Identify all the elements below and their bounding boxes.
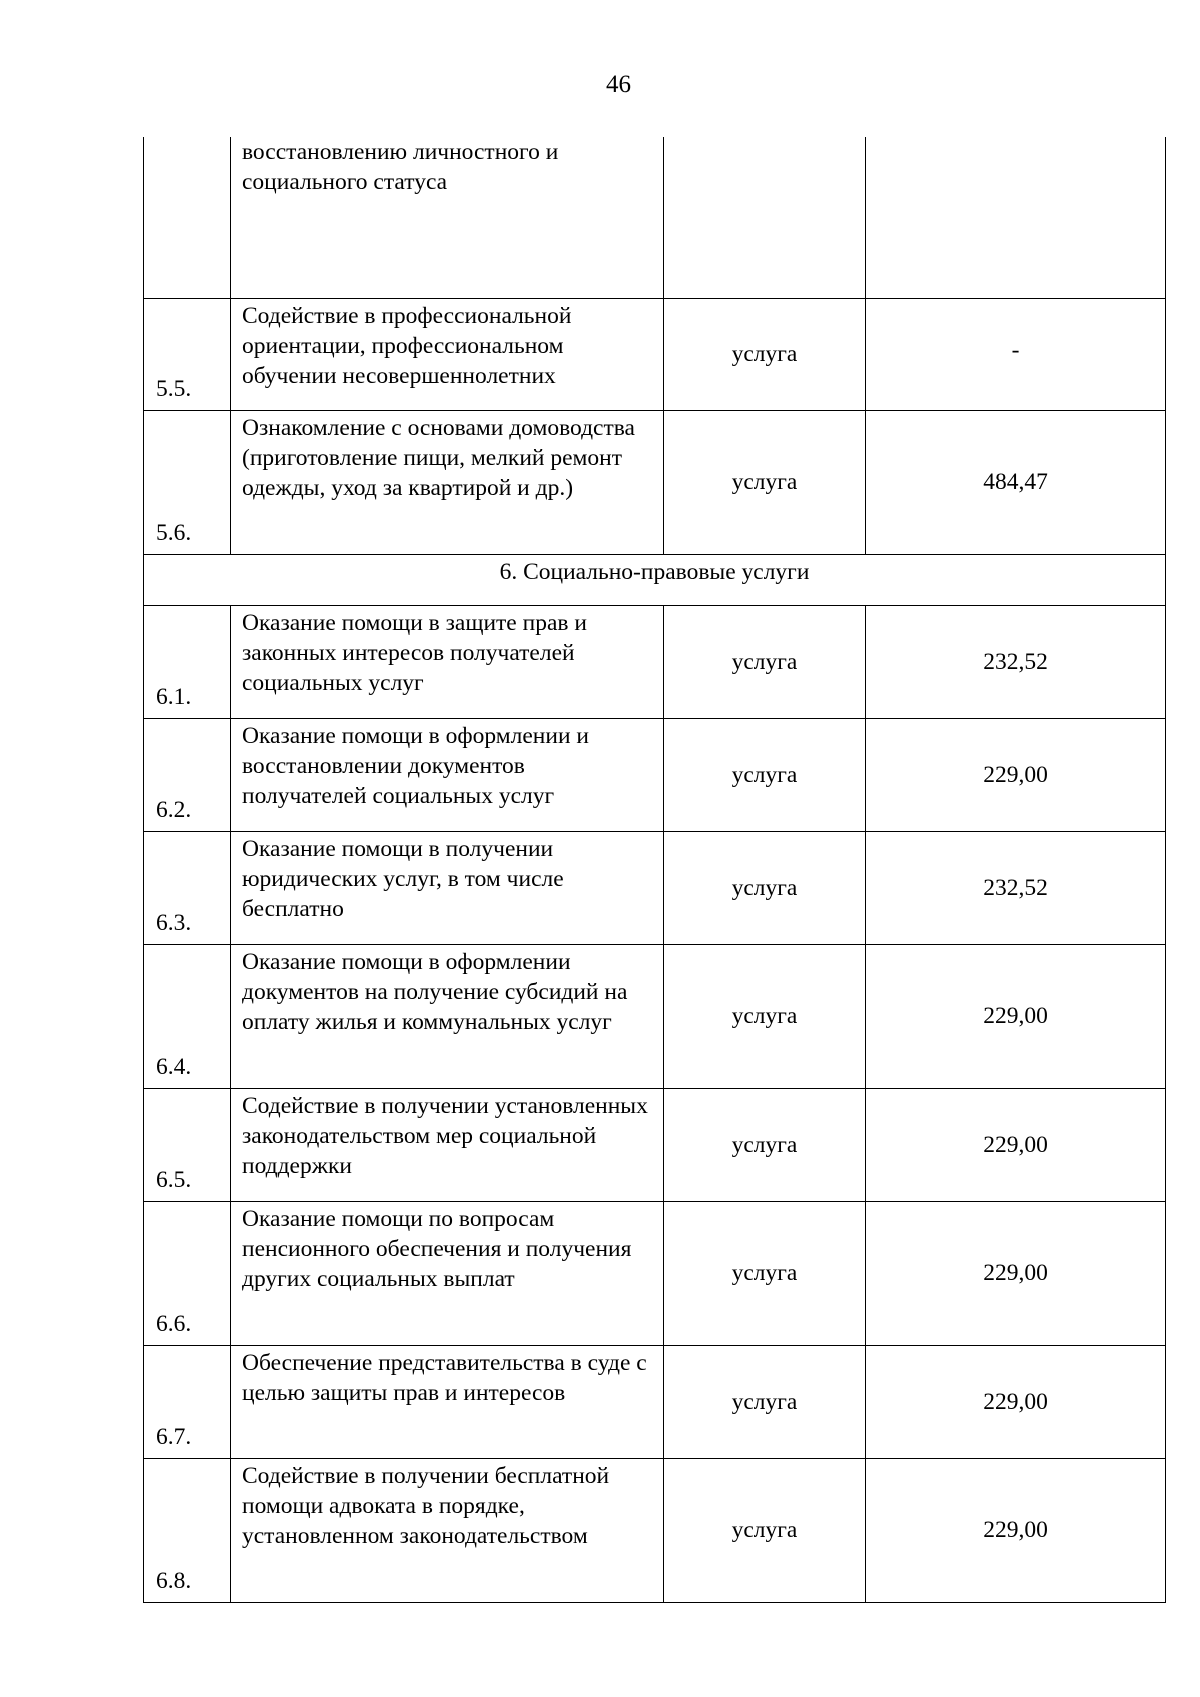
price-cell: 229,00 bbox=[866, 1201, 1166, 1345]
row-number: 6.7. bbox=[144, 1345, 231, 1458]
price-cell: 229,00 bbox=[866, 1345, 1166, 1458]
row-number: 6.5. bbox=[144, 1088, 231, 1201]
services-price-table bbox=[143, 137, 1166, 1603]
service-name-cell: Содействие в получении установленных законодательством мер социальной поддержки bbox=[231, 1088, 664, 1201]
unit-cell: услуга bbox=[664, 410, 866, 554]
table-row bbox=[144, 1458, 1166, 1602]
unit-cell: услуга bbox=[664, 605, 866, 718]
service-name-cell: Содействие в получении бесплатной помощи адвоката в порядке, установленном законодательством bbox=[231, 1458, 664, 1602]
table-row bbox=[144, 1201, 1166, 1345]
table-row bbox=[144, 944, 1166, 1088]
section-title: 6. Социально-правовые услуги bbox=[144, 554, 1166, 605]
row-number: 6.3. bbox=[144, 831, 231, 944]
row-number: 6.2. bbox=[144, 718, 231, 831]
service-name-cell: Оказание помощи в оформлении документов на получение субсидий на оплату жилья и коммунальных услуг bbox=[231, 944, 664, 1088]
table-row bbox=[144, 831, 1166, 944]
service-name-cell: Оказание помощи по вопросам пенсионного обеспечения и получения других социальных выплат bbox=[231, 1201, 664, 1345]
unit-cell: услуга bbox=[664, 831, 866, 944]
table-row bbox=[144, 1345, 1166, 1458]
table-row bbox=[144, 605, 1166, 718]
price-cell: - bbox=[866, 298, 1166, 410]
price-cell bbox=[866, 137, 1166, 298]
unit-cell: услуга bbox=[664, 298, 866, 410]
row-number: 6.1. bbox=[144, 605, 231, 718]
price-cell: 229,00 bbox=[866, 1088, 1166, 1201]
price-cell: 232,52 bbox=[866, 605, 1166, 718]
row-number: 6.4. bbox=[144, 944, 231, 1088]
unit-cell: услуга bbox=[664, 718, 866, 831]
row-number: 6.6. bbox=[144, 1201, 231, 1345]
price-cell: 229,00 bbox=[866, 1458, 1166, 1602]
section-header-row bbox=[144, 554, 1166, 605]
service-name-cell: Оказание помощи в оформлении и восстановлении документов получателей социальных услуг bbox=[231, 718, 664, 831]
page-number: 46 bbox=[606, 71, 631, 98]
price-cell: 484,47 bbox=[866, 410, 1166, 554]
unit-cell: услуга bbox=[664, 1345, 866, 1458]
unit-cell: услуга bbox=[664, 1458, 866, 1602]
unit-cell: услуга bbox=[664, 1088, 866, 1201]
price-cell: 229,00 bbox=[866, 944, 1166, 1088]
price-cell: 229,00 bbox=[866, 718, 1166, 831]
unit-cell: услуга bbox=[664, 1201, 866, 1345]
row-number: 5.5. bbox=[144, 298, 231, 410]
row-number: 5.6. bbox=[144, 410, 231, 554]
service-name-cell: Содействие в профессиональной ориентации, профессиональном обучении несовершеннолетних bbox=[231, 298, 664, 410]
service-name-cell: Ознакомление с основами домоводства (приготовление пищи, мелкий ремонт одежды, уход за квартирой и др.) bbox=[231, 410, 664, 554]
service-name-cell: Обеспечение представительства в суде с целью защиты прав и интересов bbox=[231, 1345, 664, 1458]
table-row bbox=[144, 718, 1166, 831]
row-number: 6.8. bbox=[144, 1458, 231, 1602]
table-row bbox=[144, 1088, 1166, 1201]
table-row bbox=[144, 410, 1166, 554]
service-name-cell: восстановлению личностного и социального статуса bbox=[231, 137, 664, 298]
table-row-continuation bbox=[144, 137, 1166, 298]
unit-cell: услуга bbox=[664, 944, 866, 1088]
unit-cell bbox=[664, 137, 866, 298]
service-name-cell: Оказание помощи в получении юридических услуг, в том числе бесплатно bbox=[231, 831, 664, 944]
num-cell bbox=[144, 137, 231, 298]
price-cell: 232,52 bbox=[866, 831, 1166, 944]
table-row bbox=[144, 298, 1166, 410]
service-name-cell: Оказание помощи в защите прав и законных интересов получателей социальных услуг bbox=[231, 605, 664, 718]
